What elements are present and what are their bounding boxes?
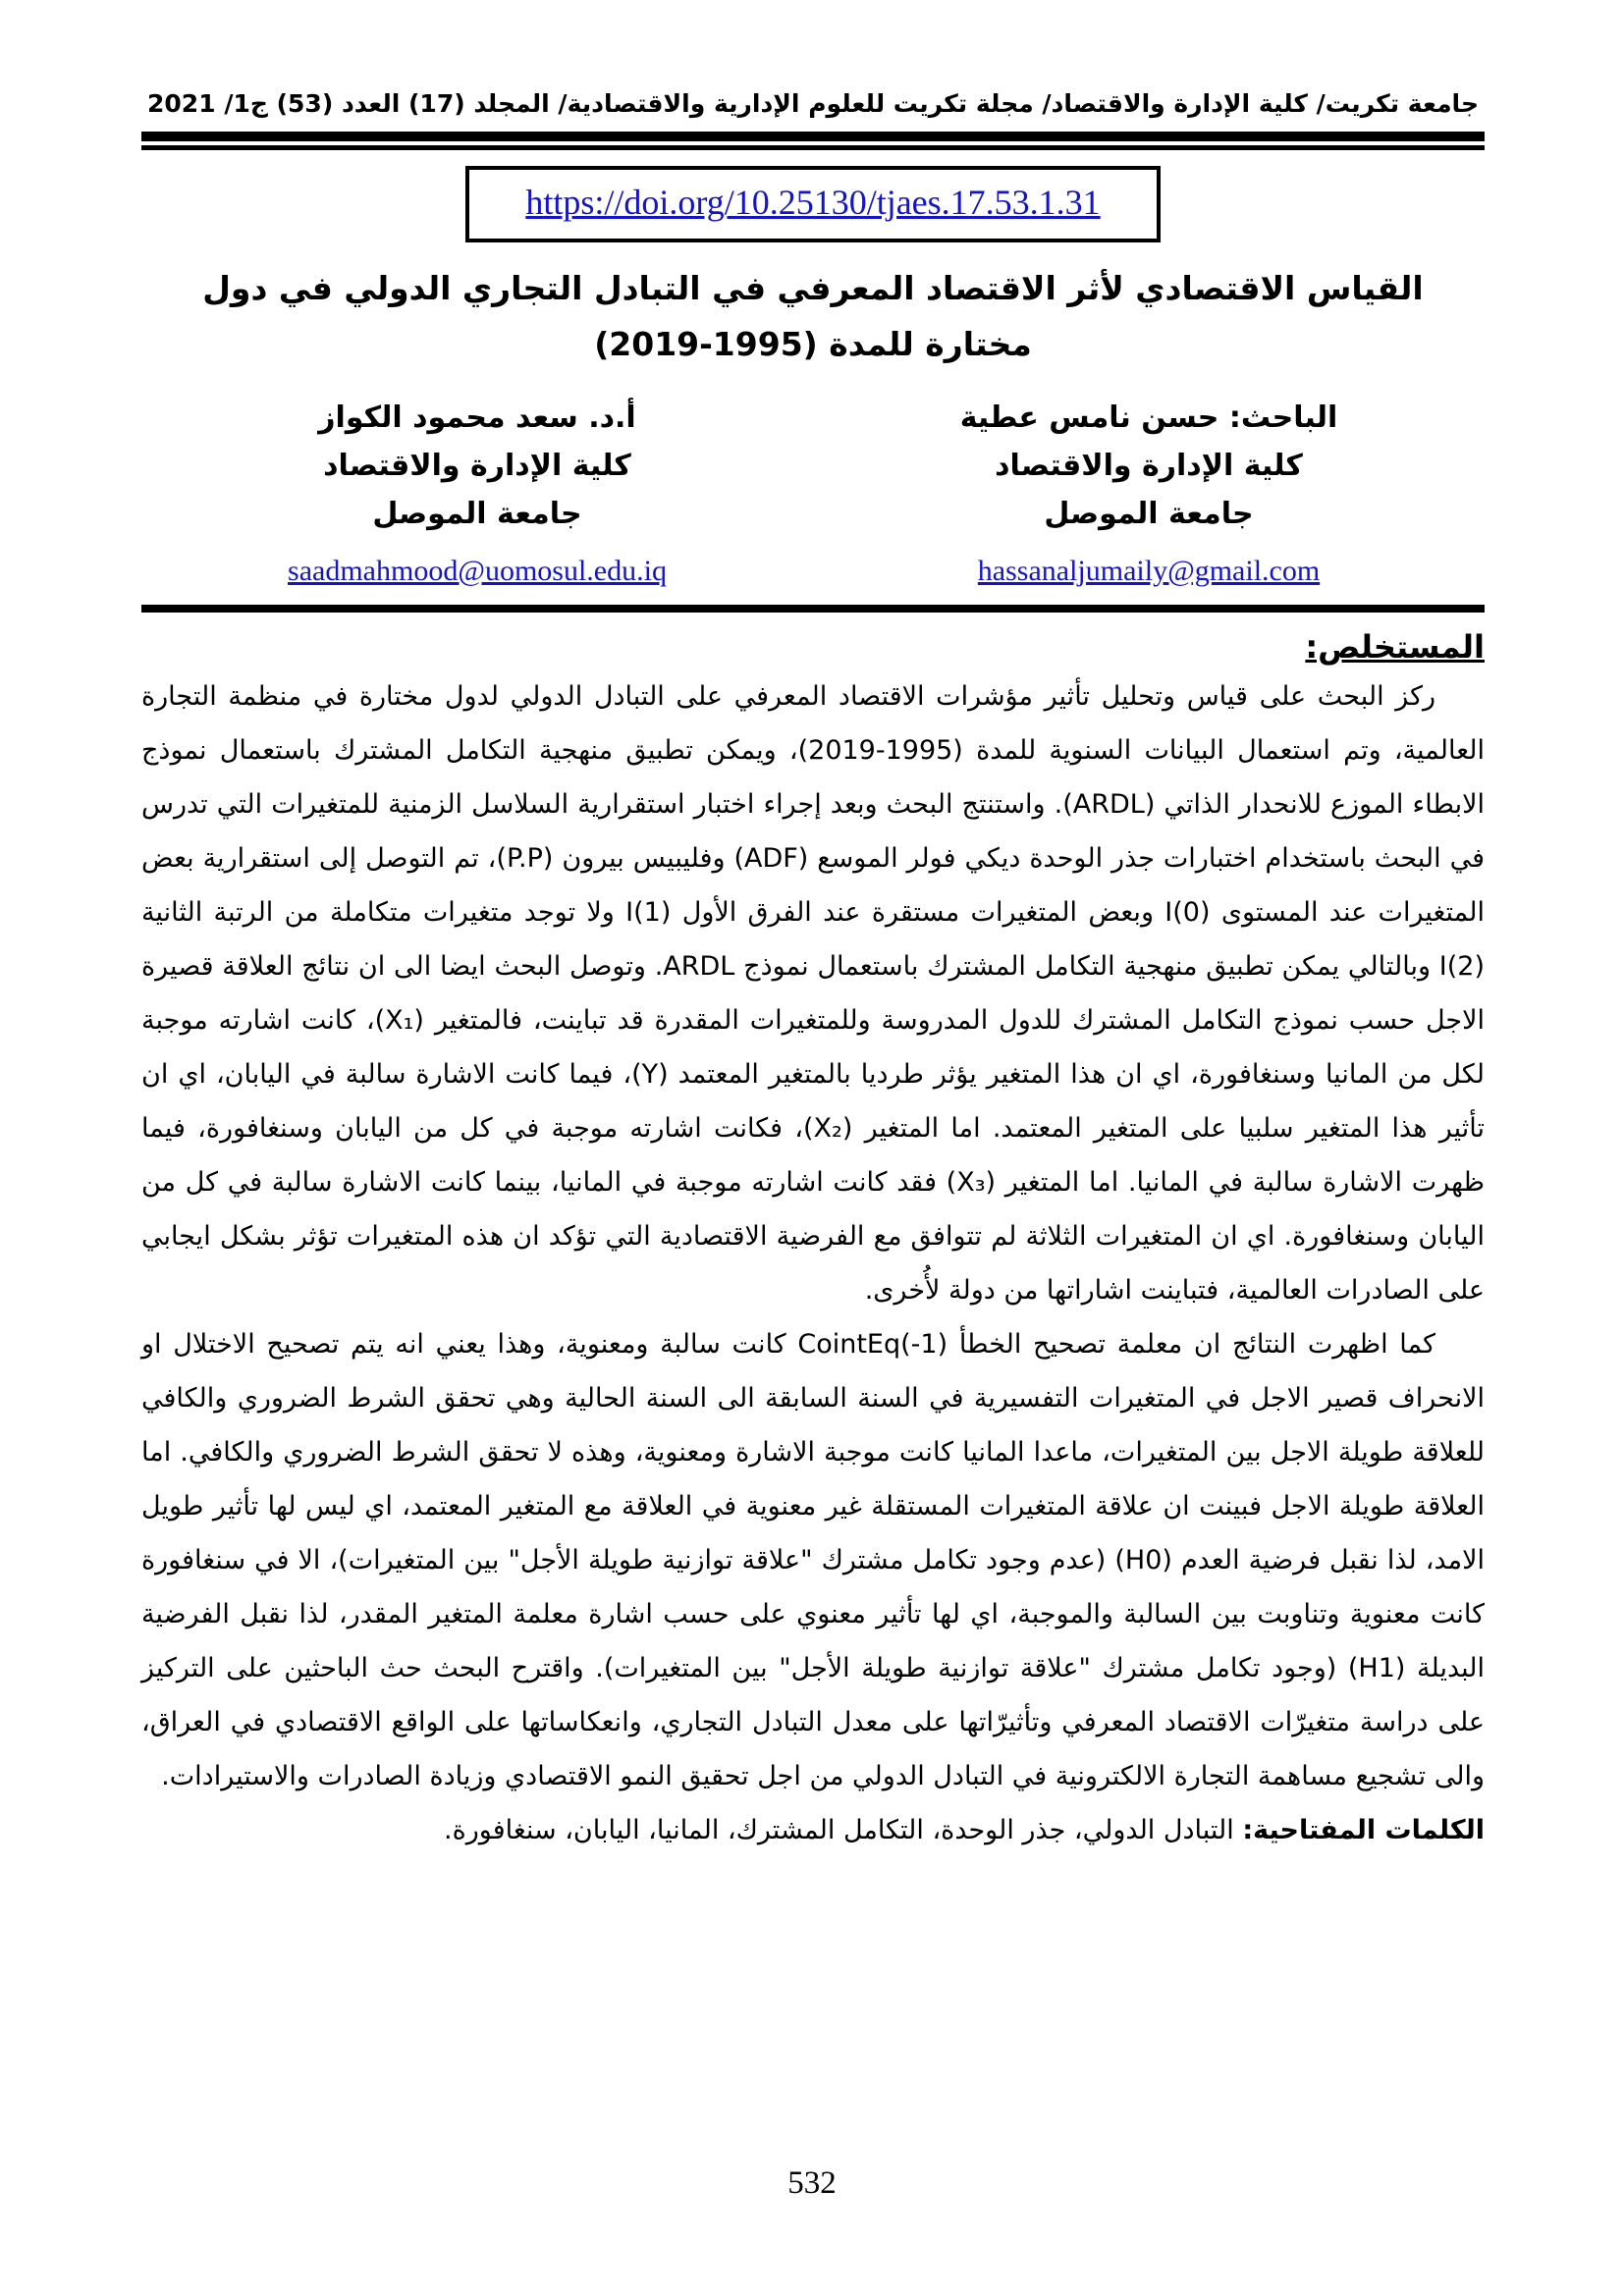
keywords-line: [141, 1803, 1485, 1857]
abstract-paragraph-2: كما اظهرت النتائج ان معلمة تصحيح الخطأ ‎CointEq(-1)‎ كانت سالبة ومعنوية، وهذا يعني انه يتم تصحيح الاختلال او الانحراف قصير الاجل في المتغيرات التفسيرية في السنة السابقة الى السنة الحالية وهي تحقق الشرط الضروري والكافي للعلاقة طويلة الاجل بين المتغيرات، ماعدا المانيا كانت موجبة الاشارة ومعنوية، وهذه لا تحقق الشرط الضروري والكافي. اما العلاقة طويلة الاجل فبينت ان علاقة المتغيرات المستقلة غير معنوية في العلاقة مع المتغير المعتمد، اي ليس لها تأثير طويل الامد، لذا نقبل فرضية العدم ‎(H0)‎ (عدم وجود تكامل مشترك "علاقة توازنية طويلة الأجل" بين المتغيرات)، الا في سنغافورة كانت معنوية وتناوبت بين السالبة والموجبة، اي لها تأثير معنوي على حسب اشارة معلمة المتغير المقدر، لذا نقبل الفرضية البديلة ‎(H1)‎ (وجود تكامل مشترك "علاقة توازنية طويلة الأجل" بين المتغيرات). واقترح البحث حث الباحثين على التركيز على دراسة متغيرّات الاقتصاد المعرفي وتأثيرّاتها على معدل التبادل التجاري، وانعكاساتها على الواقع الاقتصادي في العراق، والى تشجيع مساهمة التجارة الالكترونية في التبادل الدولي من اجل تحقيق النمو الاقتصادي وزيادة الصادرات والاستيرادات.: [141, 1329, 1486, 1791]
header-rule-thin: [141, 145, 1485, 150]
author-email-link[interactable]: hassanaljumaily@gmail.com: [977, 555, 1321, 587]
header-rule-thick: [141, 132, 1485, 141]
page-content: [141, 0, 1485, 1857]
paper-title: [141, 260, 1485, 372]
abstract-heading: المستخلص:: [1305, 628, 1485, 666]
keywords-text: التبادل الدولي، جذر الوحدة، التكامل المشترك، المانيا، اليابان، سنغافورة.: [443, 1815, 1243, 1845]
author-name: الباحث: حسن نامس عطية: [959, 400, 1338, 435]
doi-link[interactable]: https://doi.org/10.25130/tjaes.17.53.1.31: [525, 183, 1101, 222]
author-college: كلية الإدارة والاقتصاد: [323, 449, 631, 483]
author-university: جامعة الموصل: [1044, 497, 1254, 531]
paper-title-line1: القياس الاقتصادي لأثر الاقتصاد المعرفي في التبادل التجاري الدولي في دول: [202, 269, 1424, 307]
doi-box: [465, 166, 1161, 242]
author-name: أ.د. سعد محمود الكواز: [318, 400, 636, 435]
page-number: 532: [787, 2165, 837, 2201]
abstract-paragraph-1: ركز البحث على قياس وتحليل تأثير مؤشرات الاقتصاد المعرفي على التبادل الدولي لدول مختارة في منظمة التجارة العالمية، وتم استعمال البيانات السنوية للمدة ‎(2019-1995)‎، ويمكن تطبيق منهجية التكامل المشترك باستعمال نموذج الابطاء الموزع للانحدار الذاتي ‎(ARDL)‎. واستنتج البحث وبعد إجراء اختبار استقرارية السلاسل الزمنية للمتغيرات التي تدرس في البحث باستخدام اختبارات جذر الوحدة ديكي فولر الموسع ‎(ADF)‎ وفليبيس بيرون ‎(P.P)‎، تم التوصل إلى استقرارية بعض المتغيرات عند المستوى ‎I(0)‎ وبعض المتغيرات مستقرة عند الفرق الأول ‎I(1)‎ ولا توجد متغيرات متكاملة من الرتبة الثانية ‎I(2)‎ وبالتالي يمكن تطبيق منهجية التكامل المشترك باستعمال نموذج ‎ARDL‎. وتوصل البحث ايضا الى ان نتائج العلاقة قصيرة الاجل حسب نموذج التكامل المشترك للدول المدروسة وللمتغيرات المقدرة قد تباينت، فالمتغير ‎(X₁)‎، كانت اشارته موجبة لكل من المانيا وسنغافورة، اي ان هذا المتغير يؤثر طرديا بالمتغير المعتمد ‎(Y)‎، فيما كانت الاشارة سالبة في اليابان، اي ان تأثير هذا المتغير سلبيا على المتغير المعتمد. اما المتغير ‎(X₂)‎، فكانت اشارته موجبة في كل من اليابان وسنغافورة، فيما ظهرت الاشارة سالبة في المانيا. اما المتغير ‎(X₃)‎ فقد كانت اشارته موجبة في المانيا، بينما كانت الاشارة سالبة في كل من اليابان وسنغافورة. اي ان المتغيرات الثلاثة لم تتوافق مع الفرضية الاقتصادية التي تؤكد ان هذه المتغيرات تؤثر بشكل ايجابي على الصادرات العالمية، فتباينت اشاراتها من دولة لأُخرى.: [141, 681, 1485, 1306]
keywords-label: الكلمات المفتاحية:: [1242, 1815, 1485, 1845]
author-email-link[interactable]: saadmahmood@uomosul.edu.iq: [288, 555, 667, 587]
author-researcher: [813, 394, 1485, 595]
author-university: جامعة الموصل: [372, 497, 582, 531]
paper-title-line2: مختارة للمدة ‎(2019-1995)‎: [594, 325, 1032, 363]
separator-rule: [141, 605, 1485, 613]
journal-header: جامعة تكريت/ كلية الإدارة والاقتصاد/ مجلة تكريت للعلوم الإدارية والاقتصادية/ المجلد (17) العدد (53) ج1/ 2021: [147, 89, 1479, 118]
author-college: كلية الإدارة والاقتصاد: [995, 449, 1303, 483]
authors-block: [141, 394, 1485, 595]
author-supervisor: [141, 394, 813, 595]
